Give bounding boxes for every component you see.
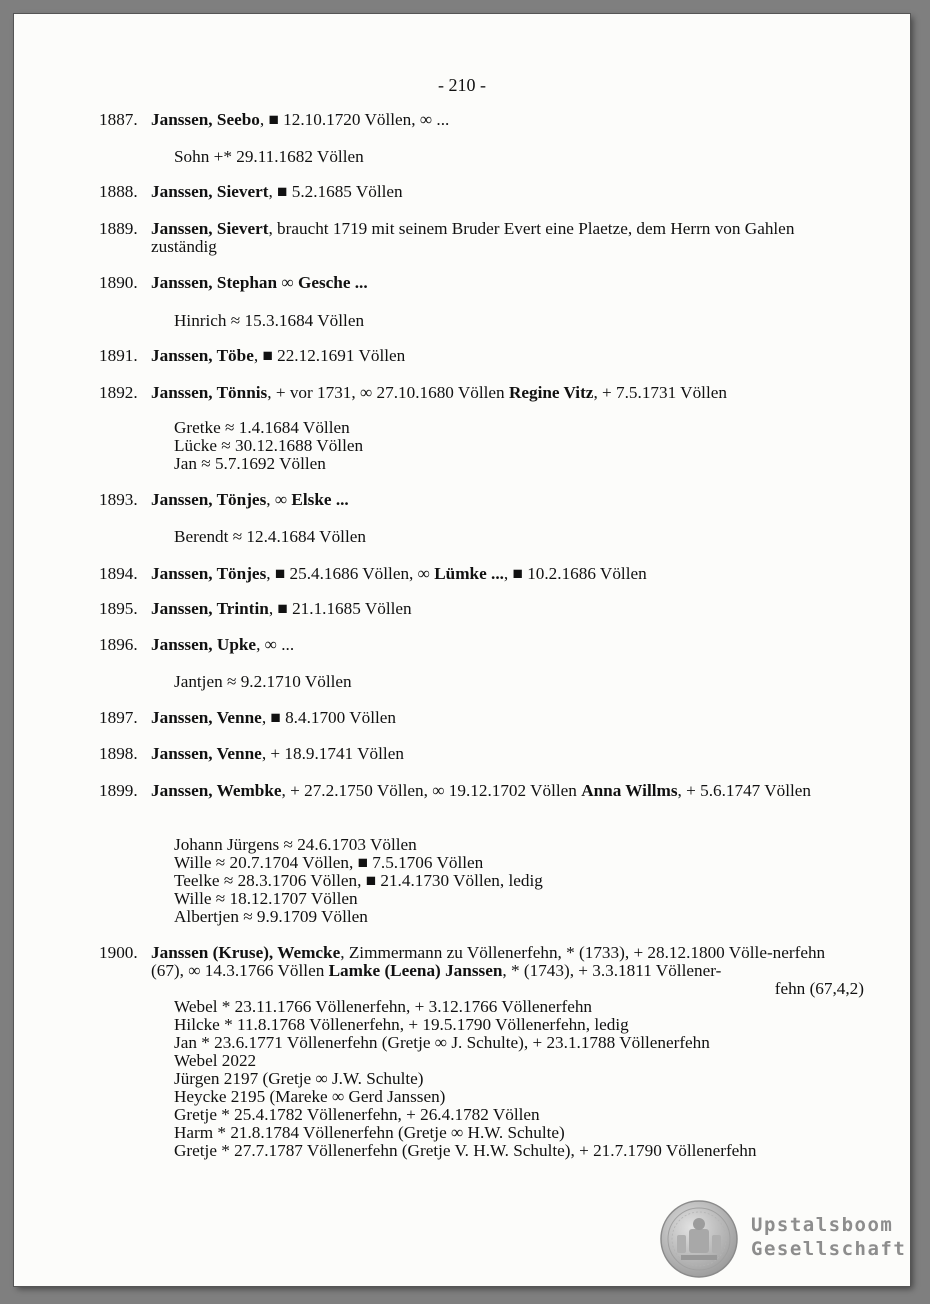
child-entry: Gretje * 25.4.1782 Völlenerfehn, + 26.4.1782 Völlen [174,1105,540,1124]
child-line [174,1070,864,1088]
child-line [174,437,864,455]
entry-text [151,491,859,509]
child-entry: Harm * 21.8.1784 Völlenerfehn (Gretje ∞ H.W. Schulte) [174,1123,565,1142]
child-line [174,908,864,926]
entry-name: Janssen, Upke [151,635,257,654]
entry-name: Janssen, Seebo [151,110,260,129]
entry-text [151,183,859,201]
child-entry: Johann Jürgens ≈ 24.6.1703 Völlen [174,835,417,854]
page-number: - 210 - [438,75,486,95]
child-entry: Heycke 2195 (Mareke ∞ Gerd Janssen) [174,1087,446,1106]
entry-number: 1890. [99,273,138,292]
entry-name: Janssen, Tönnis [151,383,268,402]
entry-text [151,220,859,256]
entry-detail: , + 27.2.1750 Völlen, ∞ 19.12.1702 Völlen [281,781,582,800]
child-line [174,1142,864,1160]
entry-name: Janssen, Venne [151,744,262,763]
entry-name: Regine Vitz [508,383,594,402]
entry-detail: , + 18.9.1741 Völlen [261,744,404,763]
entry-number: 1889. [99,219,138,238]
entry-name: Gesche ... [297,273,368,292]
entry-detail: , Zimmermann zu Völlenerfehn, * (1733), + 28.12.1800 Völle-nerfehn (67), ∞ 14.3.1766 Völlen [151,943,826,980]
entry [99,745,859,763]
entry-detail: , braucht 1719 mit seinem Bruder Evert eine Plaetze, dem Herrn von Gahlen zuständig [151,219,795,256]
entry-detail: , + 5.6.1747 Völlen [677,781,812,800]
child-entry: Teelke ≈ 28.3.1706 Völlen, ■ 21.4.1730 Völlen, ledig [174,871,543,890]
entry [99,491,859,509]
entry-text [151,111,859,129]
child-line [174,312,864,330]
child-line [174,455,864,473]
entry-continuation: fehn (67,4,2) [774,979,864,998]
entry [99,183,859,201]
entry-number: 1887. [99,110,138,129]
entry [99,944,859,980]
child-line [174,528,864,546]
entry-detail: , ■ 25.4.1686 Völlen, ∞ [266,564,435,583]
child-line [174,673,864,691]
entry-detail: , + vor 1731, ∞ 27.10.1680 Völlen [267,383,509,402]
entry-detail: , ■ 8.4.1700 Völlen [261,708,397,727]
entry-name: Janssen, Stephan [151,273,278,292]
child-entry: Wille ≈ 18.12.1707 Völlen [174,889,358,908]
entry-name: Lümke ... [434,564,504,583]
child-entry: Wille ≈ 20.7.1704 Völlen, ■ 7.5.1706 Völlen [174,853,484,872]
entry [99,384,859,402]
child-line [174,1106,864,1124]
entry-number: 1895. [99,599,138,618]
child-line [174,890,864,908]
entry-name: Anna Willms [581,781,678,800]
entry-text [151,782,859,800]
entry-number: 1888. [99,182,138,201]
child-entry: Jan ≈ 5.7.1692 Völlen [174,454,326,473]
child-entry: Jantjen ≈ 9.2.1710 Völlen [174,672,352,691]
entry-number: 1897. [99,708,138,727]
child-entry: Jürgen 2197 (Gretje ∞ J.W. Schulte) [174,1069,424,1088]
entry-name: Janssen, Töbe [151,346,254,365]
entry-text [151,347,859,365]
entry [99,220,859,256]
child-line [174,872,864,890]
entry-name: Janssen, Venne [151,708,262,727]
child-line [174,1052,864,1070]
entry-number: 1891. [99,346,138,365]
entry-number: 1898. [99,744,138,763]
entry-detail: , ■ 10.2.1686 Völlen [503,564,647,583]
child-entry: Hilcke * 11.8.1768 Völlenerfehn, + 19.5.1790 Völlenerfehn, ledig [174,1015,629,1034]
entry-text [151,745,859,763]
entry [99,274,859,292]
entry-detail: , ∞ [266,490,292,509]
entry-number: 1892. [99,383,138,402]
child-entry: Albertjen ≈ 9.9.1709 Völlen [174,907,368,926]
entry-number: 1900. [99,943,138,962]
brand-watermark [751,1213,906,1261]
entry [99,709,859,727]
entry-detail: ∞ [277,273,298,292]
entry-text [151,709,859,727]
child-entry: Hinrich ≈ 15.3.1684 Völlen [174,311,365,330]
entry-number: 1893. [99,490,138,509]
entry-text [151,636,859,654]
entry [99,600,859,618]
entry-text [151,565,859,583]
entry-detail: , ■ 5.2.1685 Völlen [268,182,403,201]
entry-detail: , + 7.5.1731 Völlen [593,383,727,402]
child-line [174,419,864,437]
child-line [174,854,864,872]
child-line [174,998,864,1016]
entry-name: Janssen, Tönjes [151,564,267,583]
entry-name: Janssen, Wembke [151,781,282,800]
entry-name: Janssen (Kruse), Wemcke [151,943,341,962]
entry-text [151,944,859,980]
child-line [174,148,864,166]
entry-detail: , ■ 12.10.1720 Völlen, ∞ ... [259,110,450,129]
entry-name: Janssen, Sievert [151,219,269,238]
entry-name: Janssen, Sievert [151,182,269,201]
child-entry: Berendt ≈ 12.4.1684 Völlen [174,527,366,546]
child-line [174,836,864,854]
entry-number: 1894. [99,564,138,583]
entry [99,565,859,583]
entry-text [151,600,859,618]
entry-name: Janssen, Trintin [151,599,269,618]
entry-name: Janssen, Tönjes [151,490,267,509]
entry-detail: , ∞ ... [256,635,295,654]
child-line [174,1088,864,1106]
entry [99,111,859,129]
brand-line-2: Gesellschaft [751,1238,907,1260]
entry-name: Elske ... [291,490,349,509]
brand-line-1: Upstalsboom [751,1214,894,1236]
entry [99,782,859,800]
entry-text [151,384,859,402]
entry [99,636,859,654]
child-line [174,1016,864,1034]
entry-text [151,274,859,292]
child-entry: Sohn +* 29.11.1682 Völlen [174,147,364,166]
child-entry: Jan * 23.6.1771 Völlenerfehn (Gretje ∞ J. Schulte), + 23.1.1788 Völlenerfehn [174,1033,710,1052]
entry-number: 1899. [99,781,138,800]
entry-detail: , ■ 22.12.1691 Völlen [253,346,406,365]
child-entry: Gretje * 27.7.1787 Völlenerfehn (Gretje V. H.W. Schulte), + 21.7.1790 Völlenerfehn [174,1141,757,1160]
seal-logo [659,1199,739,1279]
child-entry: Webel 2022 [174,1051,257,1070]
entry-number: 1896. [99,635,138,654]
entry-name: Lamke (Leena) Janssen [328,961,503,980]
child-entry: Gretke ≈ 1.4.1684 Völlen [174,418,350,437]
document-page [14,14,910,1286]
entry [99,347,859,365]
child-line [174,1034,864,1052]
child-entry: Lücke ≈ 30.12.1688 Völlen [174,436,364,455]
child-line [174,1124,864,1142]
entry-detail: , * (1743), + 3.3.1811 Völlener- [502,961,722,980]
child-entry: Webel * 23.11.1766 Völlenerfehn, + 3.12.1766 Völlenerfehn [174,997,593,1016]
entry-detail: , ■ 21.1.1685 Völlen [268,599,412,618]
